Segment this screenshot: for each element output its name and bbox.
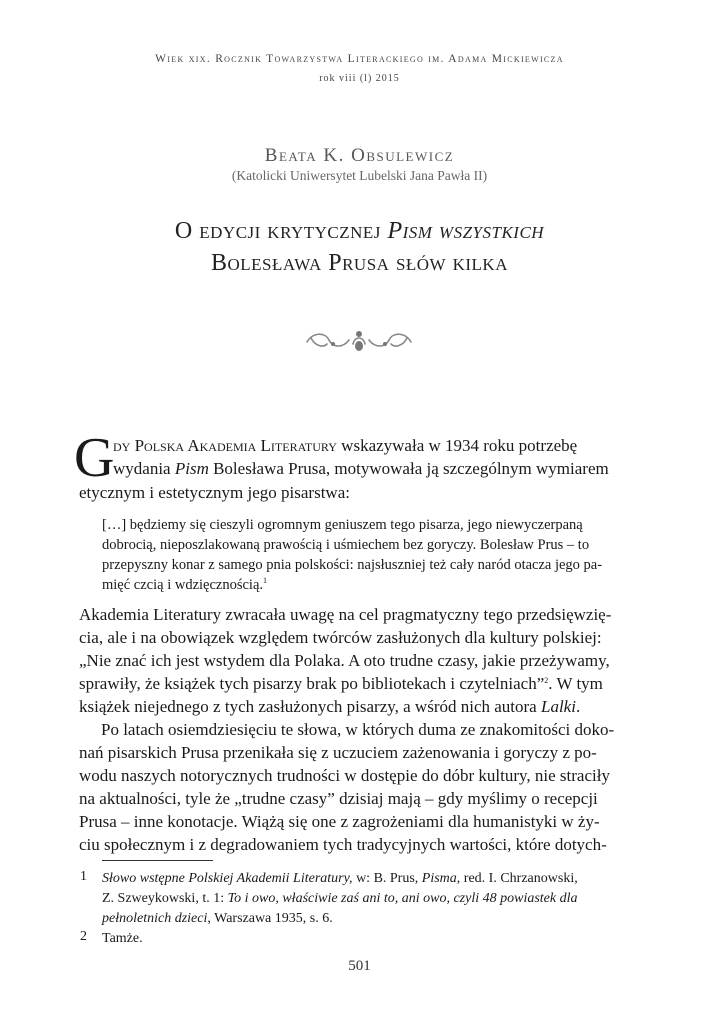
footnote-1-line-1: Słowo wstępne Polskiej Akademii Literatury, w: B. Prus, Pisma, red. I. Chrzanowski,	[102, 871, 578, 886]
article-title-line-1: O edycji krytycznej Pism wszystkich	[174, 218, 545, 244]
body-line: sprawiły, że książek tych pisarzy brak po bibliotekach i czytelniach”$^2$. W tym	[79, 674, 603, 693]
body-line: Prusa – inne konotacje. Wiążą się one z zagrożeniami dla humanistyki w ży-	[79, 812, 600, 831]
quote-line: dobrocią, nieposzlakowaną prawością i uśmiechem bez goryczy. Bolesław Prus – to	[102, 537, 590, 553]
body-line: nań pisarskich Prusa przenikała się z uczuciem zażenowania i goryczy z po-	[79, 743, 597, 762]
author-affiliation: (Katolicki Uniwersytet Lubelski Jana Pawła II)	[231, 168, 488, 183]
article-title-line-2: Bolesława Prusa słów kilka	[211, 250, 508, 276]
footnote-1-line-2: Z. Szweykowski, t. 1: To i owo, właściwie zaś ani to, ani owo, czyli 48 powiastek dla	[102, 891, 578, 906]
body-line: ciu społecznym i z degradowaniem tych tradycyjnych wartości, które dotych-	[79, 835, 607, 854]
body-line: Po latach osiemdziesięciu te słowa, w których duma ze znakomitości doko-	[101, 720, 615, 739]
page-number: 501	[348, 958, 371, 974]
quote-line: […] będziemy się cieszyli ogromnym geniuszem tego pisarza, jego niewyczerpaną	[102, 517, 583, 533]
journal-title: Wiek xix. Rocznik Towarzystwa Literackiego im. Adama Mickiewicza	[155, 53, 564, 65]
quote-line: przepyszny konar z samego pnia polskości: najsłuszniej też cały naród otacza jego pa-	[102, 557, 603, 573]
body-line: wodu naszych notorycznych trudności w dostępie do dóbr kultury, nie straciły	[79, 766, 610, 785]
footnote-1-line-3: pełnoletnich dzieci, Warszawa 1935, s. 6.	[102, 911, 333, 926]
drop-cap: G	[74, 427, 115, 489]
footnote-ref: 2	[544, 676, 549, 685]
body-line: „Nie znać ich jest wstydem dla Polaka. A oto trudne czasy, jakie przeżywamy,	[79, 651, 610, 670]
article-author: Beata K. Obsulewicz	[264, 145, 455, 166]
ornament-flourish-icon	[303, 322, 415, 356]
quote-line: mięć czcią i wdzięcznością.$^1$	[102, 576, 268, 593]
footnote-number: 2	[80, 929, 87, 944]
intro-line-1: dy Polska Akademia Literatury wskazywała w 1934 roku potrzebę	[113, 436, 578, 455]
body-line: Akademia Literatury zwracała uwagę na cel pragmatyczny tego przedsięwzię-	[79, 605, 612, 624]
body-line: książek niejednego z tych zasłużonych pisarzy, a wśród nich autora Lalki.	[79, 697, 581, 716]
intro-line-3: etycznym i estetycznym jego pisarstwa:	[79, 483, 350, 502]
footnote-rule	[102, 860, 213, 861]
footnote-2: Tamże.	[102, 931, 143, 946]
footnote-number: 1	[80, 869, 87, 884]
footnote-ref: 1	[263, 576, 268, 585]
journal-issue: rok viii (l) 2015	[319, 73, 400, 84]
body-line: cia, ale i na obowiązek względem twórców zasłużonych dla kultury polskiej:	[79, 628, 602, 647]
intro-line-2: wydania Pism Bolesława Prusa, motywowała ją szczególnym wymiarem	[113, 459, 609, 478]
body-line: na aktualności, tyle że „trudne czasy” dzisiaj mają – gdy myślimy o recepcji	[79, 789, 598, 808]
